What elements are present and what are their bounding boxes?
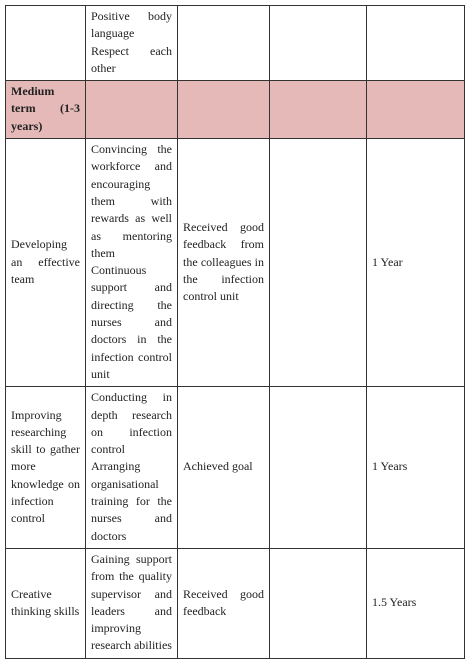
outcome-cell: Received good feedback from the colleagues in the infection control unit [178, 139, 270, 387]
action-cell: Positive body language Respect each other [86, 6, 178, 81]
table-row [6, 139, 465, 387]
timeline-cell: 1 Year [367, 139, 465, 387]
action-cell: Gaining support from the quality supervisor and leaders and improving research abilities [86, 548, 178, 658]
table-row [6, 6, 465, 81]
goal-cell: Improving researching skill to gather more knowledge on infection control [6, 387, 86, 549]
outcome-cell: Received good feedback [178, 548, 270, 658]
section-fill-cell [270, 81, 367, 139]
goal-cell [6, 6, 86, 81]
section-row-medium-term [6, 81, 465, 139]
goal-cell: Creative thinking skills [6, 548, 86, 658]
action-cell: Convincing the workforce and encouraging them with rewards as well as mentoring them Continuous support and directing the nurses and doctors in the infection control unit [86, 139, 178, 387]
table-row [6, 548, 465, 658]
development-plan-table [5, 5, 465, 659]
action-cell: Conducting in depth research on infection control Arranging organisational training for the nurses and doctors [86, 387, 178, 549]
resource-cell [270, 387, 367, 549]
timeline-cell [367, 6, 465, 81]
resource-cell [270, 548, 367, 658]
outcome-cell [178, 6, 270, 81]
table-row [6, 387, 465, 549]
timeline-cell: 1.5 Years [367, 548, 465, 658]
section-fill-cell [178, 81, 270, 139]
section-fill-cell [86, 81, 178, 139]
resource-cell [270, 6, 367, 81]
section-fill-cell [367, 81, 465, 139]
section-label: Medium term (1-3 years) [6, 81, 86, 139]
timeline-cell: 1 Years [367, 387, 465, 549]
outcome-cell: Achieved goal [178, 387, 270, 549]
goal-cell: Developing an effective team [6, 139, 86, 387]
resource-cell [270, 139, 367, 387]
